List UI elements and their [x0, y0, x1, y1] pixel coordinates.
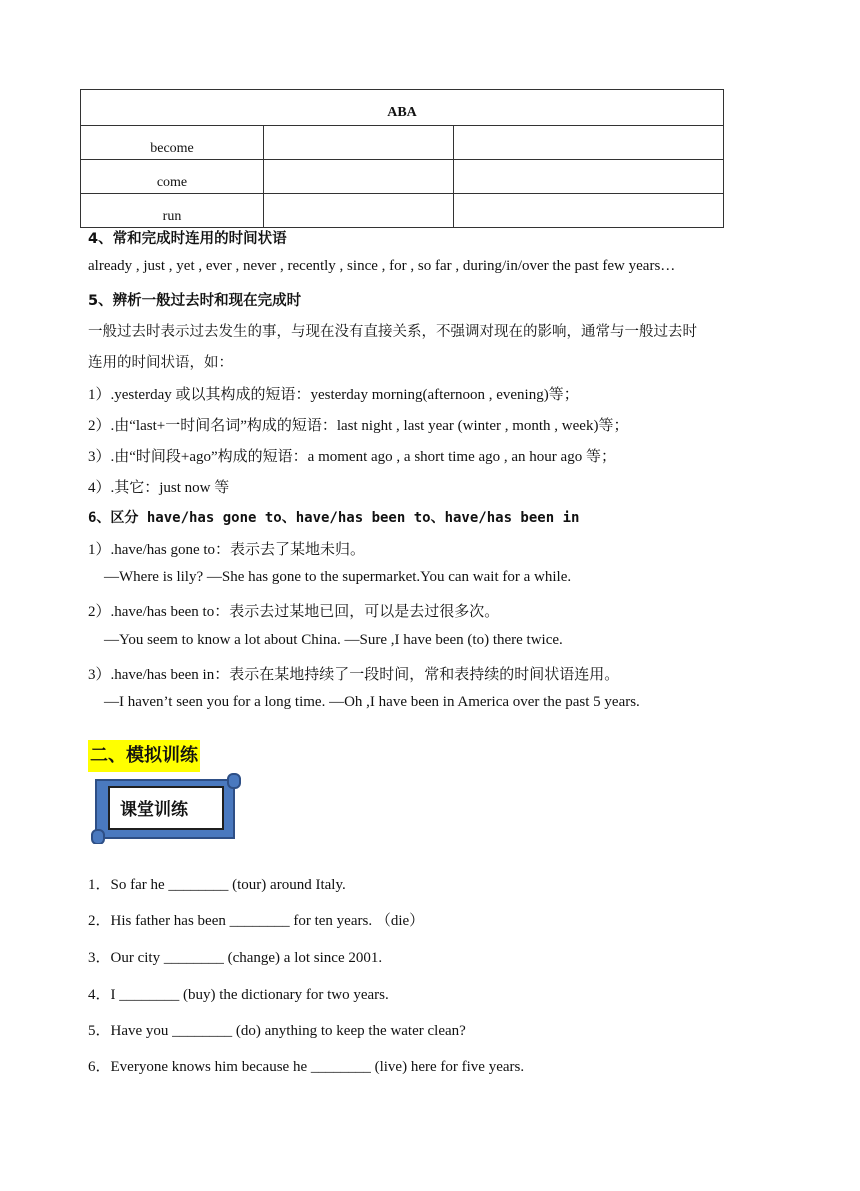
section-6-heading: 6、区分 have/has gone to、have/has been to、have/has been in: [88, 510, 580, 526]
blank-cell: [454, 126, 724, 160]
scroll-banner: [90, 772, 242, 844]
exercise-question: 1．So far he ________ (tour) around Italy.: [88, 877, 346, 893]
exercise-question: 3．Our city ________ (change) a lot since 2001.: [88, 950, 383, 966]
exercise-question: 6．Everyone knows him because he ________ (live) here for five years.: [88, 1059, 525, 1075]
section-6-example: —I haven’t seen you for a long time. —Oh ,I have been in America over the past 5 years.: [104, 694, 640, 710]
blank-cell: [454, 194, 724, 228]
exercise-question: 5．Have you ________ (do) anything to keep the water clean?: [88, 1023, 466, 1039]
section-5-heading: 5、辨析一般过去时和现在完成时: [88, 293, 302, 309]
exercise-question: 4．I ________ (buy) the dictionary for two years.: [88, 987, 389, 1003]
blank-cell: [264, 160, 454, 194]
aba-verb-table: [80, 89, 724, 228]
blank-cell: [264, 126, 454, 160]
part-2-heading: 二、模拟训练: [88, 740, 200, 772]
verb-cell: come: [81, 160, 264, 194]
section-6-example: —You seem to know a lot about China. —Sure ,I have been (to) there twice.: [104, 632, 563, 648]
section-5-intro: 连用的时间状语，如：: [88, 355, 233, 371]
blank-cell: [264, 194, 454, 228]
section-5-item: 3）.由“时间段+ago”构成的短语：a moment ago , a short time ago , an hour ago 等；: [88, 449, 616, 465]
section-5-intro: 一般过去时表示过去发生的事，与现在没有直接关系，不强调对现在的影响，通常与一般过去时: [88, 324, 697, 340]
blank-cell: [454, 160, 724, 194]
section-6-rule: 2）.have/has been to：表示去过某地已回，可以是去过很多次。: [88, 604, 500, 620]
table-row: [81, 160, 724, 194]
section-6-rule: 1）.have/has gone to：表示去了某地未归。: [88, 542, 366, 558]
section-5-item: 1）.yesterday 或以其构成的短语：yesterday morning(afternoon , evening)等；: [88, 387, 579, 403]
scroll-banner-label: 课堂训练: [108, 786, 224, 830]
section-6-rule: 3）.have/has been in：表示在某地持续了一段时间，常和表持续的时间状语连用。: [88, 667, 620, 683]
table-row: [81, 194, 724, 228]
exercise-question: 2．His father has been ________ for ten years. （die）: [88, 913, 425, 929]
section-4-text: already , just , yet , ever , never , recently , since , for , so far , during/in/over the past few years…: [88, 258, 676, 274]
section-4-heading: 4、常和完成时连用的时间状语: [88, 231, 287, 247]
section-6-example: —Where is lily? —She has gone to the supermarket.You can wait for a while.: [104, 569, 572, 585]
verb-cell: become: [81, 126, 264, 160]
section-5-item: 4）.其它：just now 等: [88, 480, 230, 496]
verb-cell: run: [81, 194, 264, 228]
section-5-item: 2）.由“last+一时间名词”构成的短语：last night , last year (winter , month , week)等；: [88, 418, 629, 434]
table-row: [81, 126, 724, 160]
table-header: ABA: [81, 90, 724, 126]
